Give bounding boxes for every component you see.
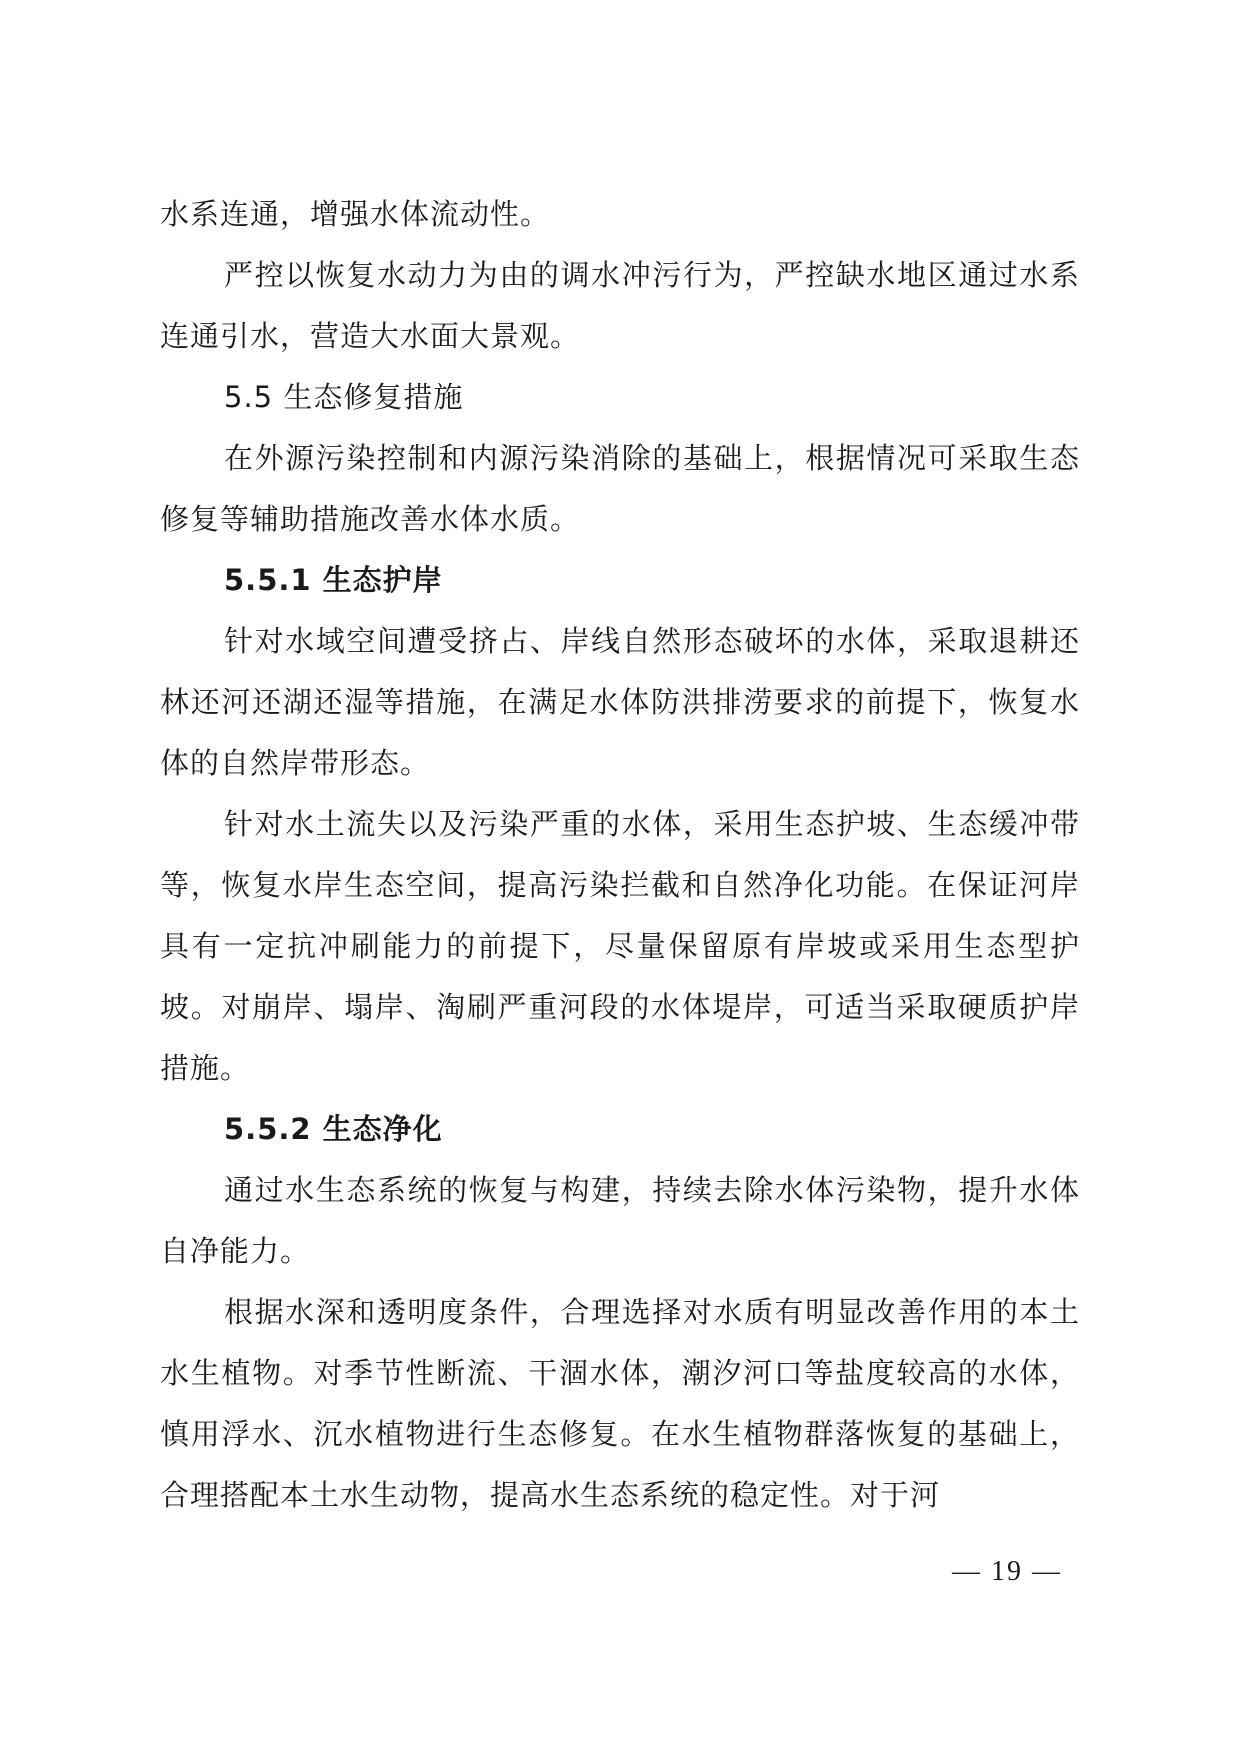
paragraph: 针对水域空间遭受挤占、岸线自然形态破坏的水体，采取退耕还林还河还湖还湿等措施，在满足水体防洪排涝要求的前提下，恢复水体的自然岸带形态。 bbox=[160, 624, 1080, 780]
section-heading-5-5: 5.5 生态修复措施 bbox=[224, 380, 464, 414]
paragraph: 通过水生态系统的恢复与构建，持续去除水体污染物，提升水体自净能力。 bbox=[160, 1173, 1080, 1268]
section-heading-5-5-2: 5.5.2 生态净化 bbox=[224, 1112, 443, 1146]
paragraph: 严控以恢复水动力为由的调水冲污行为，严控缺水地区通过水系连通引水，营造大水面大景观。 bbox=[160, 258, 1080, 353]
section-heading-5-5-1: 5.5.1 生态护岸 bbox=[224, 563, 443, 597]
paragraph: 在外源污染控制和内源污染消除的基础上，根据情况可采取生态修复等辅助措施改善水体水质。 bbox=[160, 441, 1080, 536]
paragraph-continued: 水系连通，增强水体流动性。 bbox=[160, 197, 551, 231]
page-number: — 19 — bbox=[952, 1556, 1062, 1587]
document-body bbox=[160, 184, 1080, 1526]
paragraph: 根据水深和透明度条件，合理选择对水质有明显改善作用的本土水生植物。对季节性断流、干涸水体，潮汐河口等盐度较高的水体，慎用浮水、沉水植物进行生态修复。在水生植物群落恢复的基础上，合理搭配本土水生动物，提高水生态系统的稳定性。对于河 bbox=[160, 1295, 1080, 1512]
paragraph: 针对水土流失以及污染严重的水体，采用生态护坡、生态缓冲带等，恢复水岸生态空间，提高污染拦截和自然净化功能。在保证河岸具有一定抗冲刷能力的前提下，尽量保留原有岸坡或采用生态型护坡。对崩岸、塌岸、淘刷严重河段的水体堤岸，可适当采取硬质护岸措施。 bbox=[160, 807, 1080, 1085]
